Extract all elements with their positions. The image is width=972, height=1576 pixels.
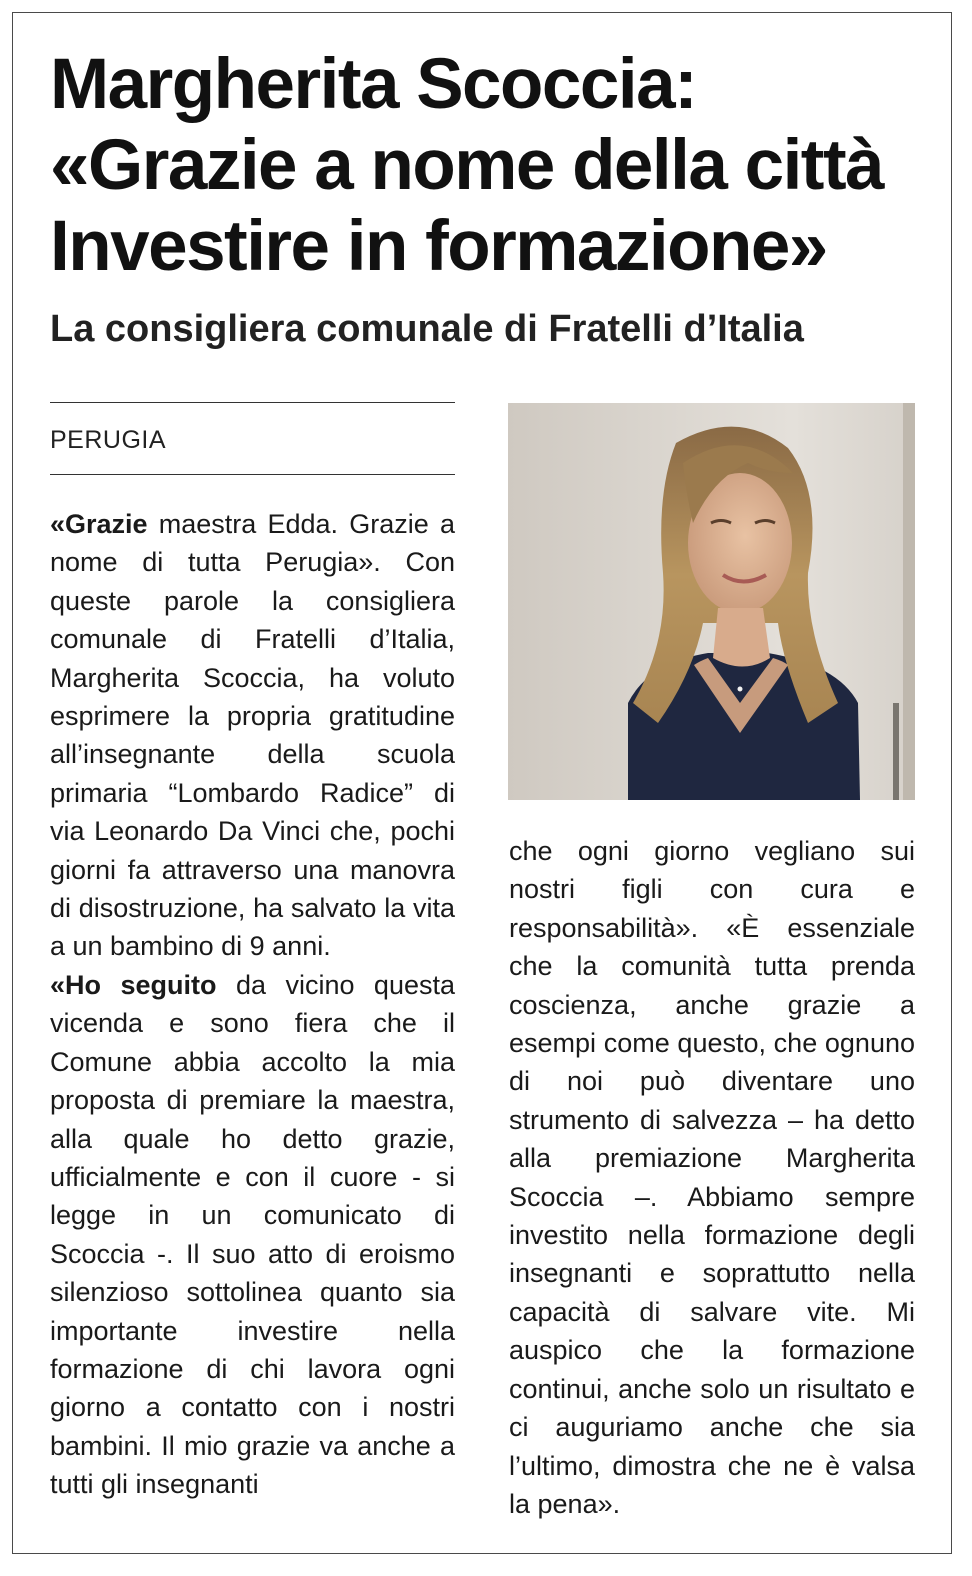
paragraph-2 xyxy=(50,966,455,1504)
headline xyxy=(50,44,940,287)
headline-line-3: Investire in formazione» xyxy=(50,207,827,286)
location-rule-bottom xyxy=(50,474,455,475)
portrait-photo xyxy=(508,403,915,800)
article-column-2 xyxy=(509,832,915,1523)
portrait-illustration xyxy=(508,403,915,800)
paragraph-3: che ogni giorno vegliano sui nostri figli con cura e responsabilità». «È essenziale che la comunità tutta prenda coscienza, anche grazie a esempi come questo, che ognuno di noi può diventare uno strumento di salvezza – ha detto alla premiazione Margherita Scoccia –. Abbiamo sempre investito nella formazione degli insegnanti e soprattutto nella capacità di salvare vite. Mi auspico che la formazione continui, anche solo un risultato e ci auguriamo anche che sia l’ultimo, dimostra che ne è valsa la pena». xyxy=(509,836,915,1519)
location-rule-top xyxy=(50,402,455,403)
article-column-1 xyxy=(50,505,455,1504)
paragraph-1-lead: «Grazie xyxy=(50,509,148,539)
paragraph-1 xyxy=(50,505,455,966)
headline-line-2: «Grazie a nome della città xyxy=(50,126,884,205)
subtitle: La consigliera comunale di Fratelli d’Italia xyxy=(50,308,804,350)
paragraph-1-text: maestra Edda. Grazie a nome di tutta Perugia». Con queste parole la consigliera comunale di Fratelli d’Italia, Margherita Scoccia, ha voluto esprimere la propria gratitudine all’insegnante della scuola primaria “Lombardo Radice” di via Leonardo Da Vinci che, pochi giorni fa attraverso una manovra di disostruzione, ha salvato la vita a un bambino di 9 anni. xyxy=(50,509,455,962)
location-label: PERUGIA xyxy=(50,426,167,454)
headline-line-1: Margherita Scoccia: xyxy=(50,45,697,124)
paragraph-2-text: da vicino questa vicenda e sono fiera che il Comune abbia accolto la mia proposta di premiare la maestra, alla quale ho detto grazie, ufficialmente e con il cuore - si legge in un comunicato di Scoccia -. Il suo atto di eroismo silenzioso sottolinea quanto sia importante investire nella formazione di chi lavora ogni giorno a contatto con i nostri bambini. Il mio grazie va anche a tutti gli insegnanti xyxy=(50,969,455,1500)
paragraph-2-lead: «Ho seguito xyxy=(50,969,217,1000)
